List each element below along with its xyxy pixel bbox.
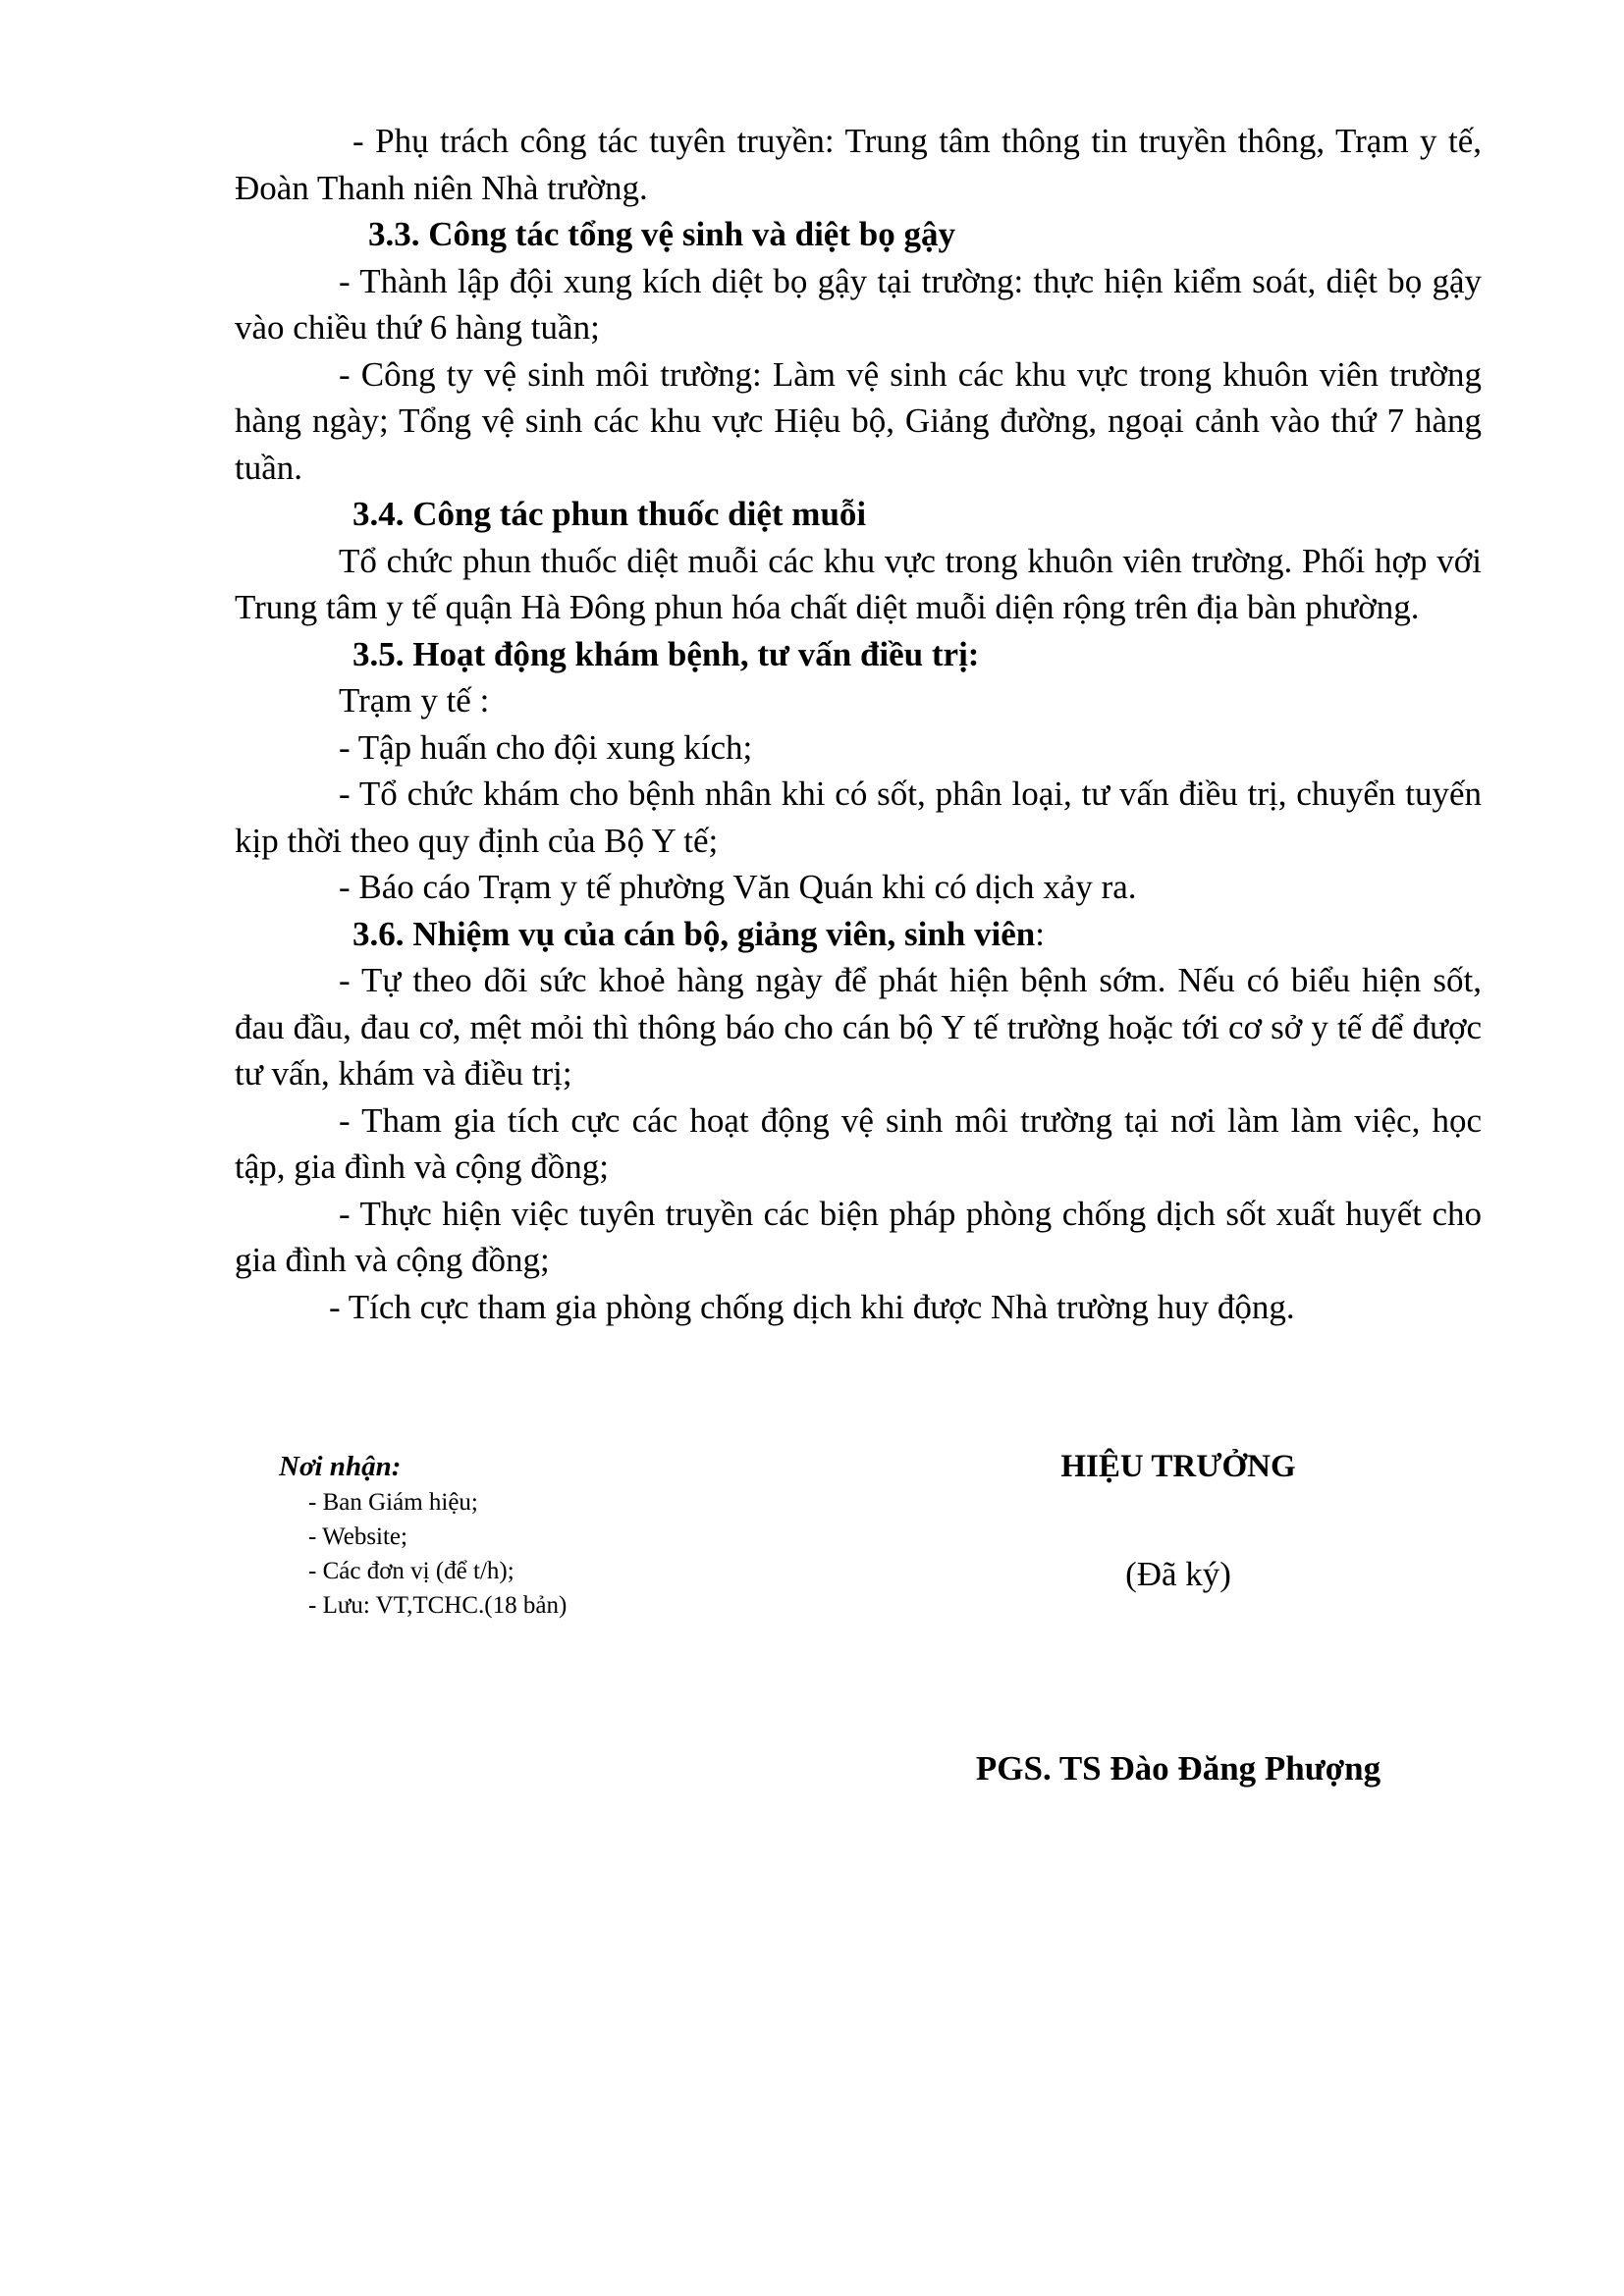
heading-3-6-text: 3.6. Nhiệm vụ của cán bộ, giảng viên, sinh viên <box>352 914 1036 953</box>
paragraph-propaganda-measures: - Thực hiện việc tuyên truyền các biện pháp phòng chống dịch sốt xuất huyết cho gia đình và cộng đồng; <box>235 1194 1482 1279</box>
signer-role: HIỆU TRƯỞNG <box>1060 1449 1296 1484</box>
paragraph-strike-team: - Thành lập đội xung kích diệt bọ gậy tại trường: thực hiện kiểm soát, diệt bọ gậy vào chiều thứ 6 hàng tuần; <box>235 261 1482 347</box>
paragraph-active-participation: - Tích cực tham gia phòng chống dịch khi được Nhà trường huy động. <box>329 1287 1295 1326</box>
paragraph-health-station: Trạm y tế : <box>339 681 490 720</box>
paragraph-sanitation-company: - Công ty vệ sinh môi trường: Làm vệ sinh các khu vực trong khuôn viên trường hàng ngày; Tổng vệ sinh các khu vực Hiệu bộ, Giảng đường, ngoại cảnh vào thứ 7 hàng tuần. <box>235 354 1482 487</box>
heading-3-3: 3.3. Công tác tổng vệ sinh và diệt bọ gậy <box>368 215 955 253</box>
heading-3-6-colon: : <box>1035 914 1045 953</box>
paragraph-propaganda-responsibility: - Phụ trách công tác tuyên truyền: Trung tâm thông tin truyền thông, Trạm y tế, Đoàn Thanh niên Nhà trường. <box>235 122 1482 207</box>
signature-block <box>943 1445 1414 1596</box>
recipients-list <box>279 1485 567 1623</box>
paragraph-spraying: Tổ chức phun thuốc diệt muỗi các khu vực trong khuôn viên trường. Phối hợp với Trung tâm y tế quận Hà Đông phun hóa chất diệt muỗi diện rộng trên địa bàn phường. <box>235 541 1482 626</box>
document-body <box>235 118 1482 1330</box>
recipient-item: - Ban Giám hiệu; <box>308 1489 478 1516</box>
paragraph-examination: - Tổ chức khám cho bệnh nhân khi có sốt, phân loại, tư vấn điều trị, chuyển tuyến kịp thời theo quy định của Bộ Y tế; <box>235 774 1482 860</box>
recipient-item: - Lưu: VT,TCHC.(18 bản) <box>308 1592 568 1619</box>
paragraph-sanitation-participation: - Tham gia tích cực các hoạt động vệ sinh môi trường tại nơi làm làm việc, học tập, gia đình và cộng đồng; <box>235 1100 1482 1186</box>
recipients-block <box>279 1448 567 1623</box>
paragraph-reporting: - Báo cáo Trạm y tế phường Văn Quán khi có dịch xảy ra. <box>339 868 1137 906</box>
signed-note: (Đã ký) <box>1125 1555 1231 1593</box>
heading-3-4: 3.4. Công tác phun thuốc diệt muỗi <box>352 495 867 533</box>
heading-3-6 <box>235 911 1482 958</box>
paragraph-training: - Tập huấn cho đội xung kích; <box>339 727 753 767</box>
recipient-item: - Các đơn vị (để t/h); <box>308 1558 514 1584</box>
signer-name: PGS. TS Đào Đăng Phượng <box>975 1749 1381 1788</box>
recipient-item: - Website; <box>308 1523 407 1550</box>
heading-3-5: 3.5. Hoạt động khám bệnh, tư vấn điều trị: <box>352 634 980 673</box>
recipients-title: Nơi nhận: <box>279 1451 402 1482</box>
paragraph-self-monitoring: - Tự theo dõi sức khoẻ hàng ngày để phát hiện bệnh sớm. Nếu có biểu hiện sốt, đau đầu, đau cơ, mệt mỏi thì thông báo cho cán bộ Y tế trường hoặc tới cơ sở y tế để được tư vấn, khám và điều trị; <box>235 961 1482 1093</box>
